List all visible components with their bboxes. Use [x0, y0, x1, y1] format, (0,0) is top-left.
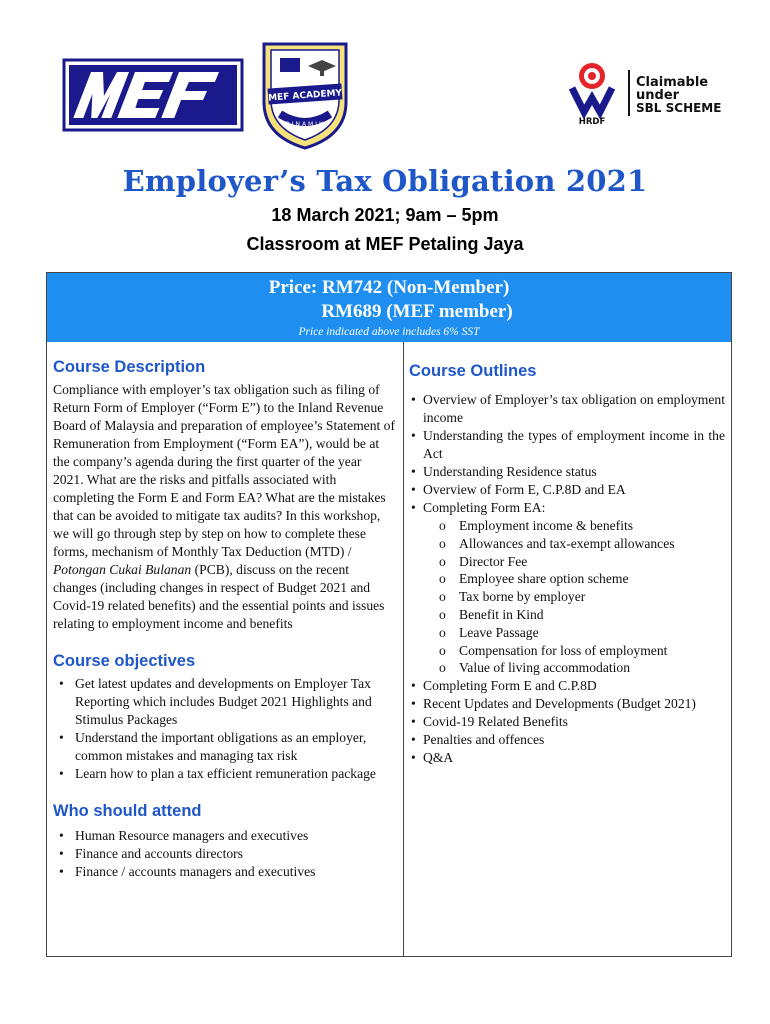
page-title: Employer’s Tax Obligation 2021 [122, 164, 648, 198]
who-should-attend-heading: Who should attend [53, 802, 202, 820]
academy-motto: DINAMIK [285, 121, 325, 128]
mef-academy-crest-logo [258, 40, 352, 152]
list-item: • Penalties and offences [409, 731, 725, 749]
sub-list-item: o Value of living accommodation [409, 659, 725, 677]
course-description-part-1: Compliance with employer’s tax obligation such as filing of Return Form of Employer (“Form E”) to the Inland Revenue Board of Malaysia and preparation of employee’s Statement of Remuneration from Employment (“Form EA”), would be at the company’s agenda during the first quarter of the year 2021. What are the risks and pitfalls associated with completing the Form E and Form EA? What are the mistakes that can be avoided to mitigate tax audits? In this workshop, we will go through step by step on how to complete these forms, mechanism of Monthly Tax Deduction (MTD) / [53, 382, 396, 559]
sub-list-item: o Leave Passage [409, 624, 725, 642]
course-objectives-heading: Course objectives [53, 652, 196, 670]
mef-logo [62, 58, 244, 132]
course-objectives-list [53, 675, 395, 783]
list-item: • Recent Updates and Developments (Budget 2021) [409, 695, 725, 713]
list-item: • Get latest updates and developments on Employer Tax Reporting which includes Budget 2021 Highlights and Stimulus Packages [53, 675, 395, 729]
list-item: • Completing Form EA: [409, 499, 725, 517]
course-description-italic: Potongan Cukai Bulanan [53, 562, 192, 577]
list-item: • Human Resource managers and executives [53, 827, 395, 845]
course-description-heading: Course Description [53, 358, 206, 376]
who-should-attend-list [53, 827, 395, 881]
claim-line-2: under [636, 88, 680, 103]
list-item: • Overview of Form E, C.P.8D and EA [409, 481, 725, 499]
list-item: • Finance / accounts managers and executives [53, 863, 395, 881]
list-item: • Q&A [409, 749, 725, 767]
sub-list-item: o Employee share option scheme [409, 570, 725, 588]
course-outlines-list-b [409, 677, 725, 767]
list-item: • Learn how to plan a tax efficient remuneration package [53, 765, 395, 783]
course-description-part-2: (PCB), discuss on the recent changes (including changes in respect of Budget 2021 and Covid-19 related benefits) and the essential points and issues relating to employment income and benefits [53, 562, 385, 631]
list-item: • Covid-19 Related Benefits [409, 713, 725, 731]
list-item: • Finance and accounts directors [53, 845, 395, 863]
list-item: • Overview of Employer’s tax obligation on employment income [409, 391, 725, 427]
hrdf-text: HRDF [578, 117, 606, 127]
course-details-table [46, 272, 732, 957]
list-item: • Understand the important obligations as an employer, common mistakes and managing tax risk [53, 729, 395, 765]
sub-list-item: o Compensation for loss of employment [409, 642, 725, 660]
sub-list-item: o Allowances and tax-exempt allowances [409, 535, 725, 553]
left-column [53, 342, 395, 881]
column-divider [403, 342, 404, 956]
course-outlines-list-a [409, 391, 725, 517]
price-note: Price indicated above includes 6% SST [298, 326, 480, 338]
course-description-text [53, 381, 395, 633]
sub-list-item: o Employment income & benefits [409, 517, 725, 535]
sub-list-item: o Director Fee [409, 553, 725, 571]
price-band [47, 273, 731, 342]
right-column [409, 342, 725, 767]
course-outlines-heading: Course Outlines [409, 362, 537, 380]
academy-logo-text: MEF ACADEMY [267, 88, 343, 104]
list-item: • Understanding Residence status [409, 463, 725, 481]
form-ea-sub-list [409, 517, 725, 677]
list-item: • Understanding the types of employment income in the Act [409, 427, 725, 463]
claim-line-3: SBL SCHEME [636, 101, 722, 115]
claim-line-1: Claimable [636, 75, 709, 90]
hrdf-sbl-logo [562, 58, 732, 132]
sub-list-item: o Benefit in Kind [409, 606, 725, 624]
list-item: • Completing Form E and C.P.8D [409, 677, 725, 695]
sub-list-item: o Tax borne by employer [409, 588, 725, 606]
event-date-time: 18 March 2021; 9am – 5pm [271, 205, 499, 225]
price-non-member: Price: RM742 (Non-Member) [268, 277, 510, 298]
event-venue: Classroom at MEF Petaling Jaya [246, 234, 524, 254]
price-member: RM689 (MEF member) [321, 301, 513, 322]
